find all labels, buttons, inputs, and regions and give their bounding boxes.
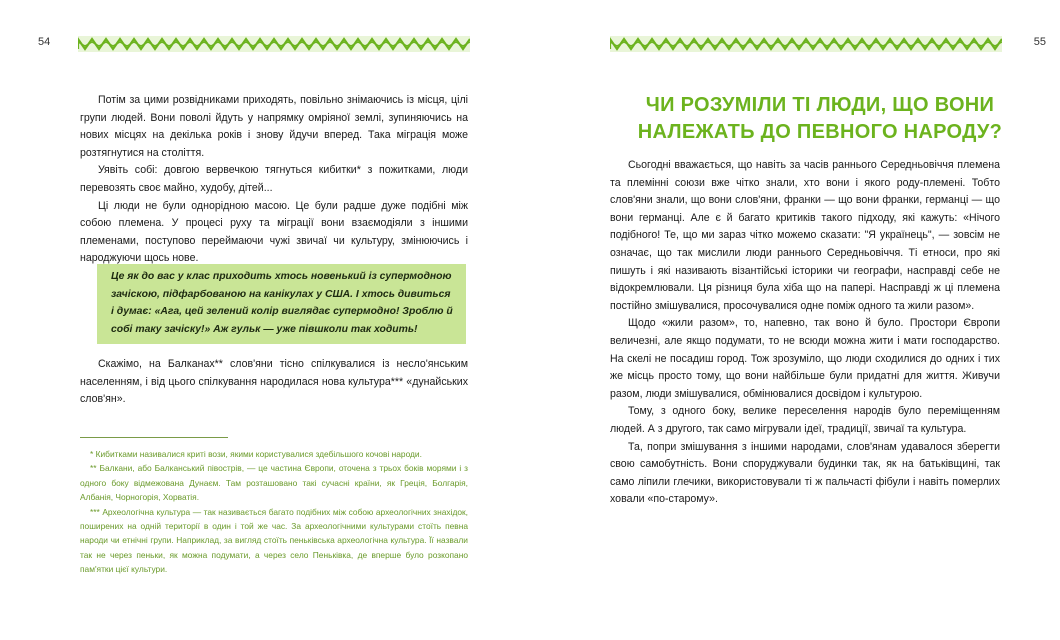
zigzag-border-icon — [610, 36, 1002, 52]
footnote: *** Археологічна культура — так називається багато подібних між собою археологічних знахідок, поширених на одній території в один і той же час. За археологічними культурами стоїть певна народи чи етнічні групи. Наприклад, за вигляд стоїть пеньківська археологічна культура. Її назвали так не через пеньки, як можна подумати, а через село Пеньківка, де вперше було розкопано пам'ятки цієї культури. — [80, 506, 468, 575]
page-number: 54 — [38, 36, 51, 48]
right-page — [530, 0, 1060, 640]
paragraph: Уявіть собі: довгою вервечкою тягнуться кибитки* з пожитками, люди перевозять своє майно, худобу, дітей... — [80, 164, 468, 194]
paragraph: Скажімо, на Балканах** слов'яни тісно спілкувалися із несло'янським населенням, і від цього спілкування народилася нова культура*** «дунайських слов'ян». — [80, 358, 468, 406]
highlight-box: Це як до вас у клас приходить хтось новенький із супермодною зачіскою, підфарбованою на канікулах у США. І хтось дивиться і думає: «Ага, цей зелений колір виглядає супермодно! Зроблю й собі таку зачіску!» Аж гульк — уже півшколи так ходить! — [97, 264, 466, 344]
body-text — [610, 157, 1000, 509]
paragraph: Ці люди не були однорідною масою. Це були радше дуже подібні між собою племена. У процесі руху та міграції вони взаємодіяли з іншими племенами, поступово переймаючи чужі звичаї чи культуру, змінюючись і народжуючи щось нове. — [80, 199, 468, 265]
body-text-top — [80, 92, 468, 268]
footnote: ** Балкани, або Балканський півострів, — це частина Європи, оточена з трьох боків морями і з одного боку відмежована Дунаєм. Там розташовано такі сучасні країни, як Греція, Болгарія, Албанія, Чорногорія, Хорватія. — [80, 463, 468, 503]
paragraph: Потім за цими розвідниками приходять, повільно знімаючись із місця, цілі групи людей. Вони поволі йдуть у напрямку омріяної землі, зупиняючись на нових місцях на декілька років і знову йдучи вперед. Така міграція може розтягнутися на століття. — [80, 94, 468, 159]
zigzag-border-icon — [78, 36, 470, 52]
paragraph: Щодо «жили разом», то, напевно, так воно й було. Простори Європи величезні, але якщо подумати, то не всюди можна жити і мати господарство. На скелі не посадиш город. Тож зрозуміло, що люди сходилися до одних і тих же місць просто тому, що вони найбільше були придатні для життя. Живучи разом, люди змішувалися, обмінювалися досвідом і культурою. — [610, 317, 1000, 400]
section-heading: ЧИ РОЗУМІЛИ ТІ ЛЮДИ, ЩО ВОНИ НАЛЕЖАТЬ ДО ПЕВНОГО НАРОДУ? — [637, 94, 1003, 143]
footnotes — [80, 447, 468, 577]
page-number: 55 — [1033, 36, 1046, 48]
footnote: * Кибитками називалися криті вози, якими користувалися здебільшого кочові народи. — [90, 449, 422, 459]
paragraph: Та, попри змішування з іншими народами, слов'янам удавалося зберегти свою самобутність. Вони споруджували будинки так, як на батьківщині, так само ліпили глечики, використовували ті ж пальчасті фібули і навіть померлих ховали «по-старому». — [610, 440, 1000, 506]
body-text-after — [80, 356, 468, 409]
footnote-divider — [80, 437, 228, 438]
paragraph: Тому, з одного боку, велике переселення народів було переміщенням людей. А з другого, так само мігрували ідеї, традиції, звичаї та культура. — [610, 405, 1000, 435]
paragraph: Сьогодні вважається, що навіть за часів раннього Середньовіччя племена та племінні союзи вже чітко знали, хто вони і якого роду-племені. Тобто слов'яни знали, що вони слов'яни, франки — що вони франки, германці — що вони германці. Але є й багато критиків такого підходу, які кажуть: «Нічого подібного! Те, що ми зараз чітко можемо сказати: "Я українець", — зовсім не означає, що так мислили люди раннього Середньовіччя. Ті етноси, про які пишуть і які називають візантійські історики чи географи, насправді себе не відокремлювали. Ця різниця була хіба що на папері. Насправді ж ці племена постійно змішувалися, просочувалися одне поміж одного та жили разом». — [610, 159, 1000, 312]
